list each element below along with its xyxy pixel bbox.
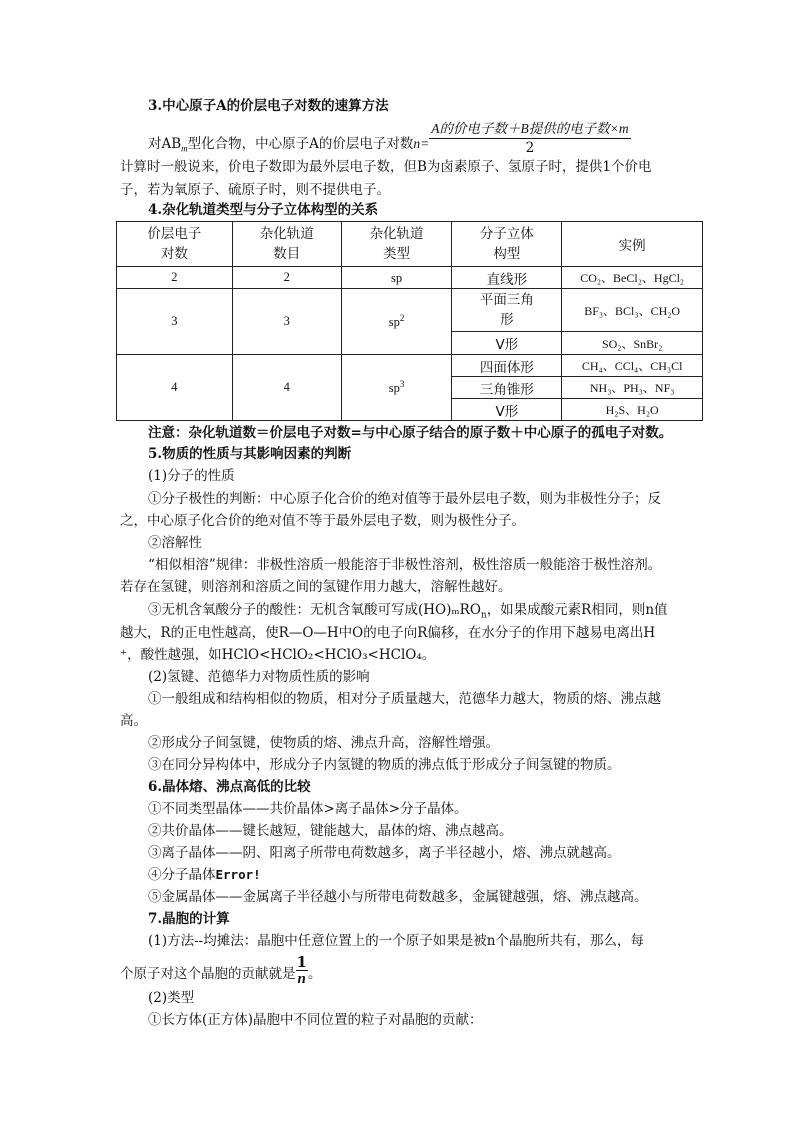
polarity-line-2: 之，中心原子化合价的绝对值不等于最外层电子数，则为极性分子。: [120, 513, 525, 529]
table-row: [117, 355, 703, 377]
formula-lead-text: 型化合物，中心原子A的价层电子对数: [187, 136, 414, 152]
ab-subscript: m: [181, 143, 188, 154]
section-3-line-2: 计算时一般说来，价电子数即为最外层电子数，但B为卤素原子、氢原子时，提供1个价电: [120, 159, 652, 175]
acidity-line-2: 越大，R的正电性越高，使R—O—H中O的电子向R偏移，在水分子的作用下越易电离出H: [120, 625, 656, 641]
cell-shape: V形: [452, 399, 562, 421]
cell-example: H₂S、H₂O: [562, 399, 703, 421]
section-4-title: 4.杂化轨道类型与分子立体构型的关系: [148, 202, 379, 218]
method-line-2: 个原子对这个晶胞的贡献就是 $\frac{1}{n}$ 。: [120, 953, 322, 987]
vdw-line-2: 高。: [120, 713, 147, 729]
cell-pairs: 3: [117, 289, 233, 355]
solubility-line-1: “相似相溶”规律：非极性溶质一般能溶于非极性溶剂，极性溶质一般能溶于极性溶剂。: [148, 557, 662, 573]
n-equals: n=: [413, 136, 430, 151]
cell-type: $sp^2$: [341, 289, 452, 355]
cell-example: CH₄、CCl₄、CH₃Cl: [562, 355, 703, 377]
cell-type: sp: [341, 267, 452, 289]
header-examples: 实例: [562, 222, 703, 267]
cell-type: $sp^3$: [341, 355, 452, 421]
header-molecular-shape: 分子立体构型: [452, 222, 562, 267]
hybridization-table: [116, 221, 703, 421]
cell-type-line: ①长方体(正方体)晶胞中不同位置的粒子对晶胞的贡献：: [148, 1012, 483, 1028]
fraction-denominator: 2: [525, 140, 535, 156]
cell-shape: V形: [452, 332, 562, 355]
header-valence-pairs: 价层电子对数: [117, 222, 233, 267]
section-3-title: 3.中心原子A的价层电子对数的速算方法: [148, 98, 389, 114]
header-orbital-count: 杂化轨道数目: [232, 222, 341, 267]
cell-example: NH₃、PH₃、NF₃: [562, 377, 703, 399]
crystal-rule-2: ②共价晶体——键长越短，键能越大，晶体的熔、沸点越高。: [148, 823, 513, 839]
hbond-line: ②形成分子间氢键，使物质的熔、沸点升高，溶解性增强。: [148, 735, 499, 751]
section-5-title: 5.物质的性质与其影响因素的判断: [148, 446, 352, 462]
polarity-line-1: ①分子极性的判断：中心原子化合价的绝对值等于最外层电子数，则为非极性分子；反: [148, 491, 661, 507]
section-3-line-3: 子，若为氧原子、硫原子时，则不提供电子。: [120, 182, 390, 198]
valence-pair-fraction: [429, 120, 630, 157]
section-4-note: 注意：杂化轨道数＝价层电子对数=与中心原子结合的原子数＋中心原子的孤电子对数。: [148, 425, 673, 441]
isomer-line: ③在同分异构体中，形成分子内氢键的物质的沸点低于形成分子间氢键的物质。: [148, 757, 621, 773]
cell-orbitals: 3: [232, 289, 341, 355]
crystal-rule-1: ①不同类型晶体——共价晶体>离子晶体>分子晶体。: [148, 801, 468, 817]
cell-shape: 平面三角形: [452, 289, 562, 332]
vdw-line-1: ①一般组成和结构相似的物质，相对分子质量越大，范德华力越大，物质的熔、沸点越: [148, 691, 661, 707]
cell-pairs: 4: [117, 355, 233, 421]
fraction-numerator: A的价电子数＋B提供的电子数×m: [429, 120, 630, 139]
section-5-sub-2: (2)氢键、范德华力对物质性质的影响: [148, 669, 370, 685]
crystal-rule-3: ③离子晶体——阴、阳离子所带电荷数越多，离子半径越小，熔、沸点就越高。: [148, 845, 621, 861]
cell-pairs: 2: [117, 267, 233, 289]
error-text: Error!: [215, 867, 261, 882]
section-7-title: 7.晶胞的计算: [148, 911, 230, 927]
acidity-line-3: ⁺，酸性越强，如HClO<HClO₂<HClO₃<HClO₄。: [120, 647, 436, 663]
section-6-title: 6.晶体熔、沸点高低的比较: [148, 779, 311, 795]
table-row: [117, 289, 703, 332]
crystal-rule-4: ④分子晶体Error!: [148, 867, 261, 883]
method-line-1: (1)方法--均摊法：晶胞中任意位置上的一个原子如果是被n个晶胞所共有，那么，每: [148, 933, 644, 949]
cell-example: SO₂、SnBr₂: [562, 332, 703, 355]
section-5-sub-1: (1)分子的性质: [148, 468, 235, 484]
solubility-line-2: 若存在氢键，则溶剂和溶质之间的氢键作用力越大，溶解性越好。: [120, 579, 512, 595]
contribution-fraction: $\frac{1}{n}$: [296, 953, 307, 987]
cell-orbitals: 4: [232, 355, 341, 421]
table-row: [117, 267, 703, 289]
cell-orbitals: 2: [232, 267, 341, 289]
header-orbital-type: 杂化轨道类型: [341, 222, 452, 267]
cell-example: CO₂、BeCl₂、HgCl₂: [562, 267, 703, 289]
crystal-rule-5: ⑤金属晶体——金属离子半径越小与所带电荷数越多，金属键越强，熔、沸点越高。: [148, 889, 648, 905]
acidity-line-1: ③无机含氧酸分子的酸性：无机含氧酸可写成(HO)ₘRO$_n$，如果成酸元素R相同，则n值: [148, 602, 668, 621]
table-header-row: [117, 222, 703, 267]
cell-shape: 四面体形: [452, 355, 562, 377]
cell-shape: 三角锥形: [452, 377, 562, 399]
section-7-sub-2: (2)类型: [148, 990, 195, 1006]
cell-example: BF₃、BCl₃、CH₂O: [562, 289, 703, 332]
cell-shape: 直线形: [452, 267, 562, 289]
solubility-heading: ②溶解性: [148, 535, 202, 551]
ab-label: 对AB: [148, 136, 182, 152]
